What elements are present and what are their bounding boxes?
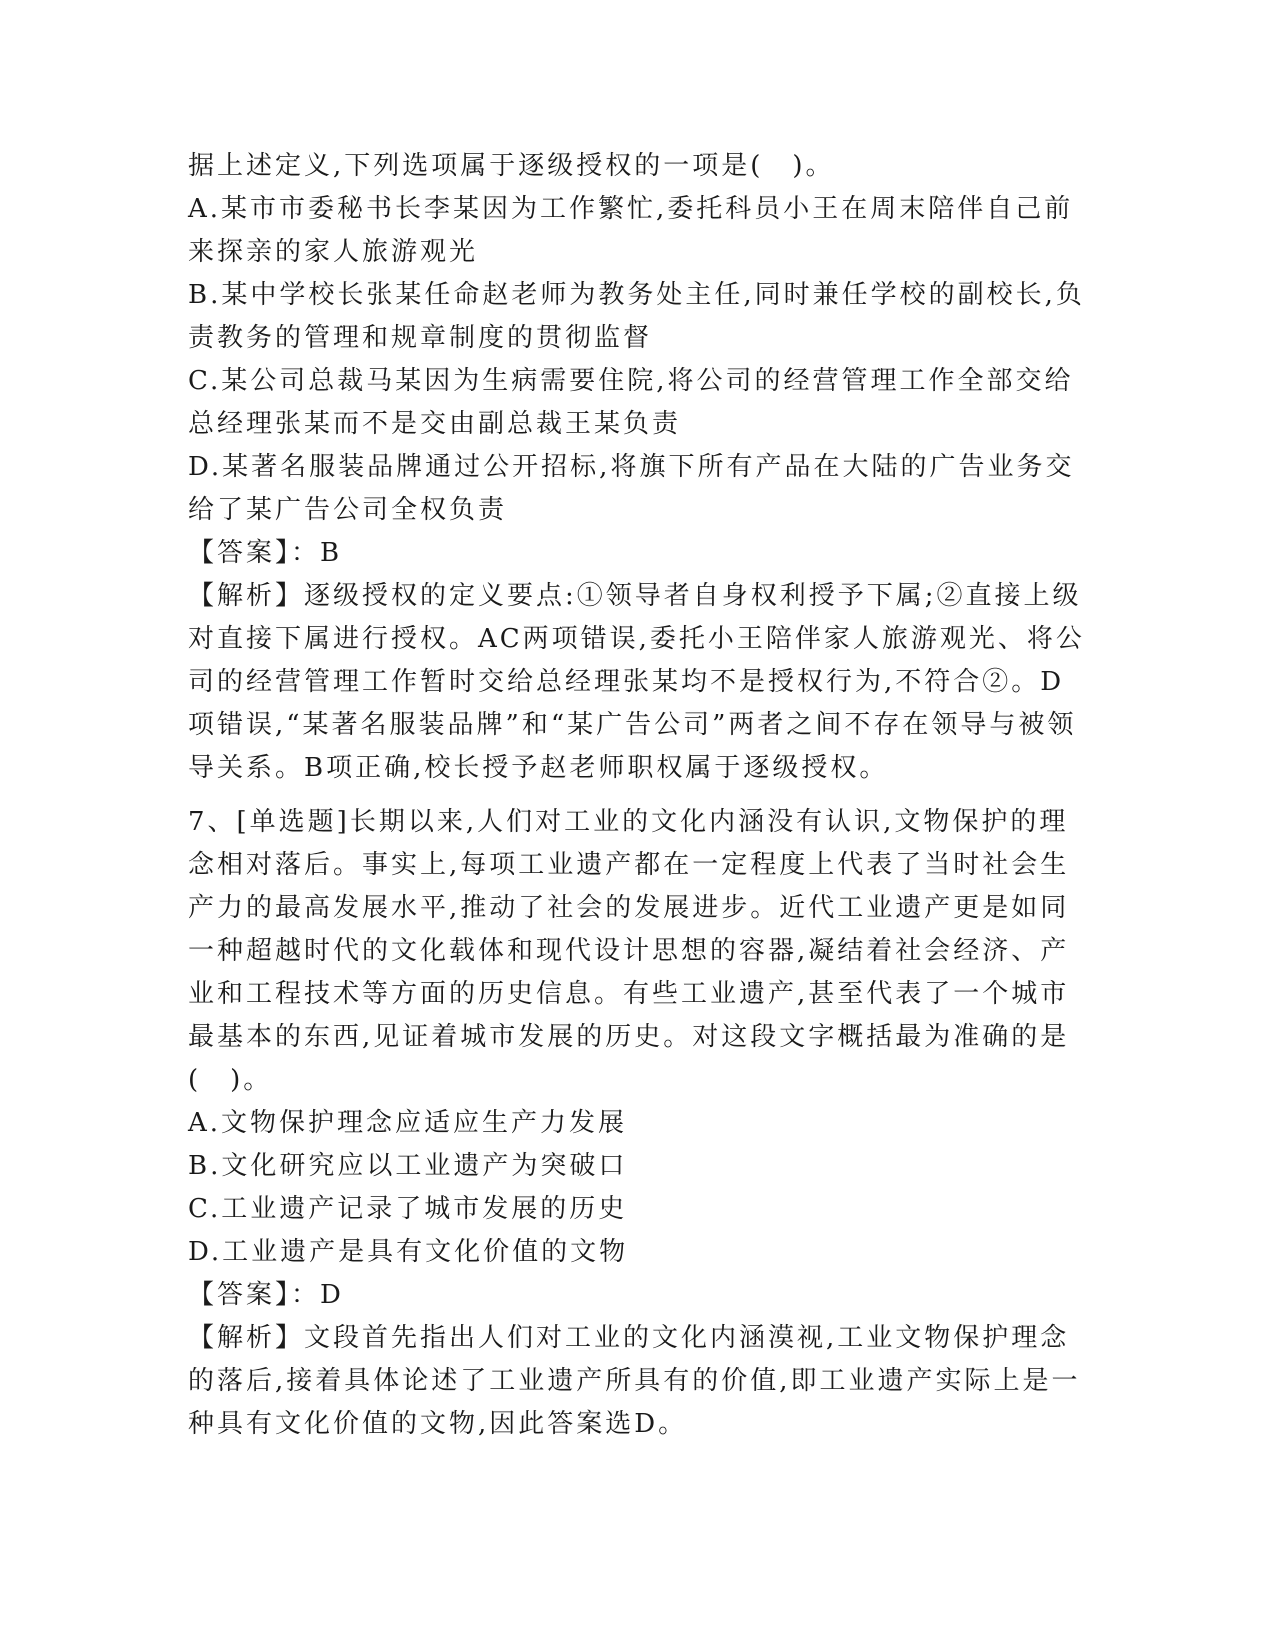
question-6-option-b: B.某中学校长张某任命赵老师为教务处主任,同时兼任学校的副校长,负责教务的管理和规章制度的贯彻监督	[188, 280, 1085, 353]
question-6-analysis: 【解析】逐级授权的定义要点:①领导者自身权利授予下属;②直接上级对直接下属进行授权。AC两项错误,委托小王陪伴家人旅游观光、将公司的经营管理工作暂时交给总经理张某均不是授权行为,不符合②。D项错误,“某著名服装品牌”和“某广告公司”两者之间不存在领导与被领导关系。B项正确,校长授予赵老师职权属于逐级授权。	[188, 581, 1085, 783]
question-7-analysis: 【解析】文段首先指出人们对工业的文化内涵漠视,工业文物保护理念的落后,接着具体论述了工业遗产所具有的价值,即工业遗产实际上是一种具有文化价值的文物,因此答案选D。	[188, 1323, 1081, 1439]
question-6-stem: 据上述定义,下列选项属于逐级授权的一项是( )。	[188, 151, 835, 181]
question-6-option-a: A.某市市委秘书长李某因为工作繁忙,委托科员小王在周末陪伴自己前来探亲的家人旅游观光	[188, 194, 1074, 267]
question-6-option-c: C.某公司总裁马某因为生病需要住院,将公司的经营管理工作全部交给总经理张某而不是交由副总裁王某负责	[188, 366, 1074, 439]
question-7-stem: 7、[单选题]长期以来,人们对工业的文化内涵没有认识,文物保护的理念相对落后。事实上,每项工业遗产都在一定程度上代表了当时社会生产力的最高发展水平,推动了社会的发展进步。近代工业遗产更是如同一种超越时代的文化载体和现代设计思想的容器,凝结着社会经济、产业和工程技术等方面的历史信息。有些工业遗产,甚至代表了一个城市最基本的东西,见证着城市发展的历史。对这段文字概括最为准确的是( )。	[188, 807, 1070, 1095]
question-7-option-a: A.文物保护理念应适应生产力发展	[188, 1108, 628, 1138]
question-6-answer: 【答案】：B	[188, 538, 343, 568]
question-7-answer: 【答案】：D	[188, 1280, 344, 1310]
question-7-option-c: C.工业遗产记录了城市发展的历史	[188, 1194, 628, 1224]
question-7-option-d: D.工业遗产是具有文化价值的文物	[188, 1237, 629, 1267]
question-7-option-b: B.文化研究应以工业遗产为突破口	[188, 1151, 628, 1181]
question-gap	[188, 790, 1088, 801]
question-6	[188, 145, 1088, 790]
document-page	[188, 145, 1088, 1446]
question-6-option-d: D.某著名服装品牌通过公开招标,将旗下所有产品在大陆的广告业务交给了某广告公司全权负责	[188, 452, 1075, 525]
question-7	[188, 801, 1088, 1446]
